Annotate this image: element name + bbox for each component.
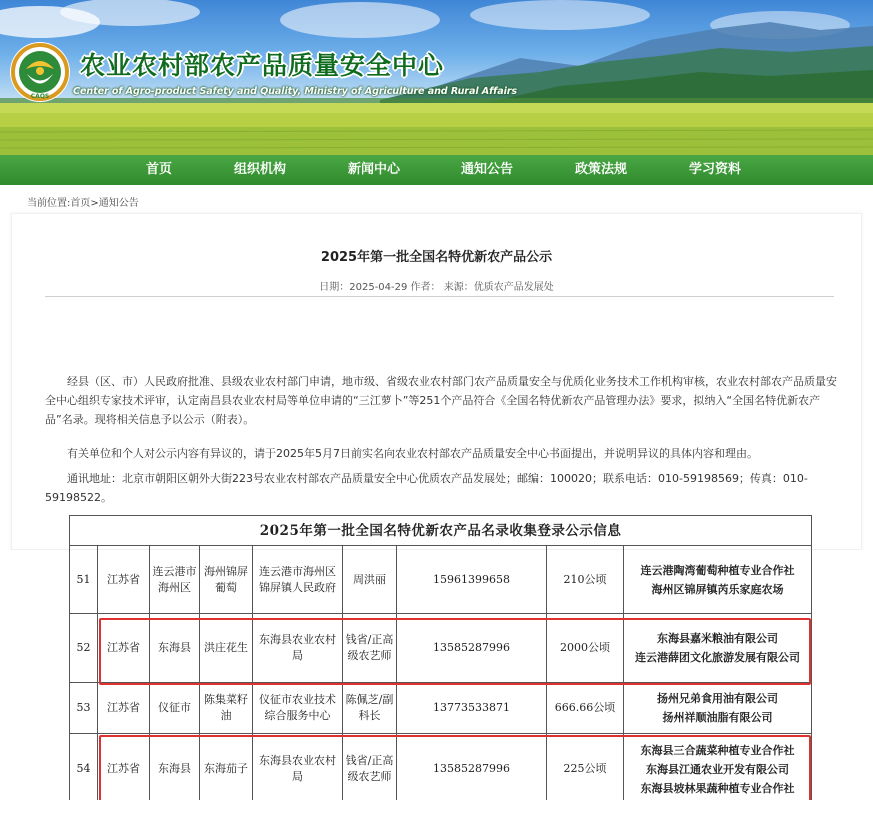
company-name: 东海县三合蔬菜种植专业合作社 bbox=[640, 743, 795, 757]
cell-county: 仪征市 bbox=[150, 683, 200, 734]
site-banner bbox=[0, 0, 873, 155]
site-title: 农业农村部农产品质量安全中心 bbox=[80, 51, 445, 80]
cell-province: 江苏省 bbox=[98, 683, 150, 734]
breadcrumb[interactable]: 当前位置:首页>通知公告 bbox=[27, 198, 139, 209]
nav-item-learning[interactable]: 学习资料 bbox=[689, 162, 742, 177]
cell-companies bbox=[624, 614, 812, 683]
article-paragraph: 经县（区、市）人民政府批准、县级农业农村部门申请，地市级、省级农业农村部门农产品质量安全与优质化业务技术工作机构审核，农业农村部农产品质量安全中心组织专家技术评审，认定南昌县农业农村局等单位申请的“三江萝卜”等251个产品符合《全国名特优新农产品管理办法》要求，拟纳入“全国名特优新农产品”名录。现将相关信息予以公示（附表）。 bbox=[45, 375, 837, 426]
logo-text: CAQS bbox=[30, 93, 50, 100]
company-name: 连云港陶湾葡萄种植专业合作社 bbox=[640, 563, 795, 577]
nav-item-policies[interactable]: 政策法规 bbox=[575, 162, 628, 177]
company-name: 东海县江通农业开发有限公司 bbox=[646, 762, 790, 776]
cell-no: 54 bbox=[70, 734, 98, 805]
nav-item-home[interactable]: 首页 bbox=[146, 162, 173, 177]
company-name: 扬州兄弟食用油有限公司 bbox=[657, 692, 779, 705]
cell-scale: 225公顷 bbox=[547, 734, 624, 805]
cell-companies bbox=[624, 734, 812, 805]
caqs-logo bbox=[9, 41, 71, 103]
cell-product: 东海茄子 bbox=[200, 734, 253, 805]
article-title: 2025年第一批全国名特优新农产品公示 bbox=[320, 250, 553, 265]
bottom-whitespace bbox=[0, 800, 873, 840]
cell-phone: 13773533871 bbox=[397, 683, 547, 734]
cell-expert: 钱省/正高级农艺师 bbox=[343, 734, 397, 805]
article-paragraph: 有关单位和个人对公示内容有异议的，请于2025年5月7日前实名向农业农村部农产品质量安全中心书面提出，并说明异议的具体内容和理由。 bbox=[67, 447, 758, 460]
article-meta: 日期：2025-04-29 作者： 来源：优质农产品发展处 bbox=[319, 282, 554, 293]
cell-applicant: 仪征市农业技术综合服务中心 bbox=[253, 683, 343, 734]
cell-phone: 13585287996 bbox=[397, 734, 547, 805]
table-caption: 2025年第一批全国名特优新农产品名录收集登录公示信息 bbox=[70, 516, 812, 546]
table-row bbox=[70, 683, 812, 734]
cell-no: 53 bbox=[70, 683, 98, 734]
cell-expert: 陈佩芝/副科长 bbox=[343, 683, 397, 734]
company-name: 扬州祥顺油脂有限公司 bbox=[662, 711, 773, 724]
cell-applicant: 东海县农业农村局 bbox=[253, 734, 343, 805]
cell-county: 东海县 bbox=[150, 734, 200, 805]
cell-product: 陈集菜籽油 bbox=[200, 683, 253, 734]
company-name: 东海县坡林果蔬种植专业合作社 bbox=[640, 781, 795, 795]
company-name: 连云港薛团文化旅游发展有限公司 bbox=[635, 651, 801, 664]
cell-county: 东海县 bbox=[150, 614, 200, 683]
cell-product: 海州锦屏葡萄 bbox=[200, 546, 253, 614]
cell-no: 52 bbox=[70, 614, 98, 683]
cell-phone: 15961399658 bbox=[397, 546, 547, 614]
cell-applicant: 连云港市海州区锦屏镇人民政府 bbox=[253, 546, 343, 614]
cell-applicant: 东海县农业农村局 bbox=[253, 614, 343, 683]
cell-province: 江苏省 bbox=[98, 546, 150, 614]
title-divider bbox=[45, 296, 834, 297]
table-row bbox=[70, 734, 812, 805]
cell-expert: 钱省/正高级农艺师 bbox=[343, 614, 397, 683]
cell-province: 江苏省 bbox=[98, 734, 150, 805]
main-nav bbox=[0, 155, 873, 185]
nav-item-news[interactable]: 新闻中心 bbox=[348, 162, 401, 177]
product-table bbox=[69, 515, 812, 805]
nav-item-organization[interactable]: 组织机构 bbox=[234, 162, 287, 177]
table-row bbox=[70, 614, 812, 683]
article-paragraph: 通讯地址：北京市朝阳区朝外大街223号农业农村部农产品质量安全中心优质农产品发展处；邮编：100020；联系电话：010-59198569；传真：010-59198522。 bbox=[45, 472, 808, 504]
cell-scale: 210公顷 bbox=[547, 546, 624, 614]
cell-companies bbox=[624, 683, 812, 734]
cell-phone: 13585287996 bbox=[397, 614, 547, 683]
nav-item-notices[interactable]: 通知公告 bbox=[461, 162, 514, 177]
cell-province: 江苏省 bbox=[98, 614, 150, 683]
cell-companies bbox=[624, 546, 812, 614]
cell-scale: 2000公顷 bbox=[547, 614, 624, 683]
company-name: 东海县嘉米粮油有限公司 bbox=[657, 632, 779, 645]
cell-scale: 666.66公顷 bbox=[547, 683, 624, 734]
cell-county: 连云港市海州区 bbox=[150, 546, 200, 614]
site-subtitle: Center of Agro-product Safety and Quality, Ministry of Agriculture and Rural Affairs bbox=[73, 86, 518, 97]
cell-product: 洪庄花生 bbox=[200, 614, 253, 683]
company-name: 海州区锦屏镇芮乐家庭农场 bbox=[651, 582, 784, 596]
cell-expert: 周洪丽 bbox=[343, 546, 397, 614]
cell-no: 51 bbox=[70, 546, 98, 614]
table-row bbox=[70, 546, 812, 614]
